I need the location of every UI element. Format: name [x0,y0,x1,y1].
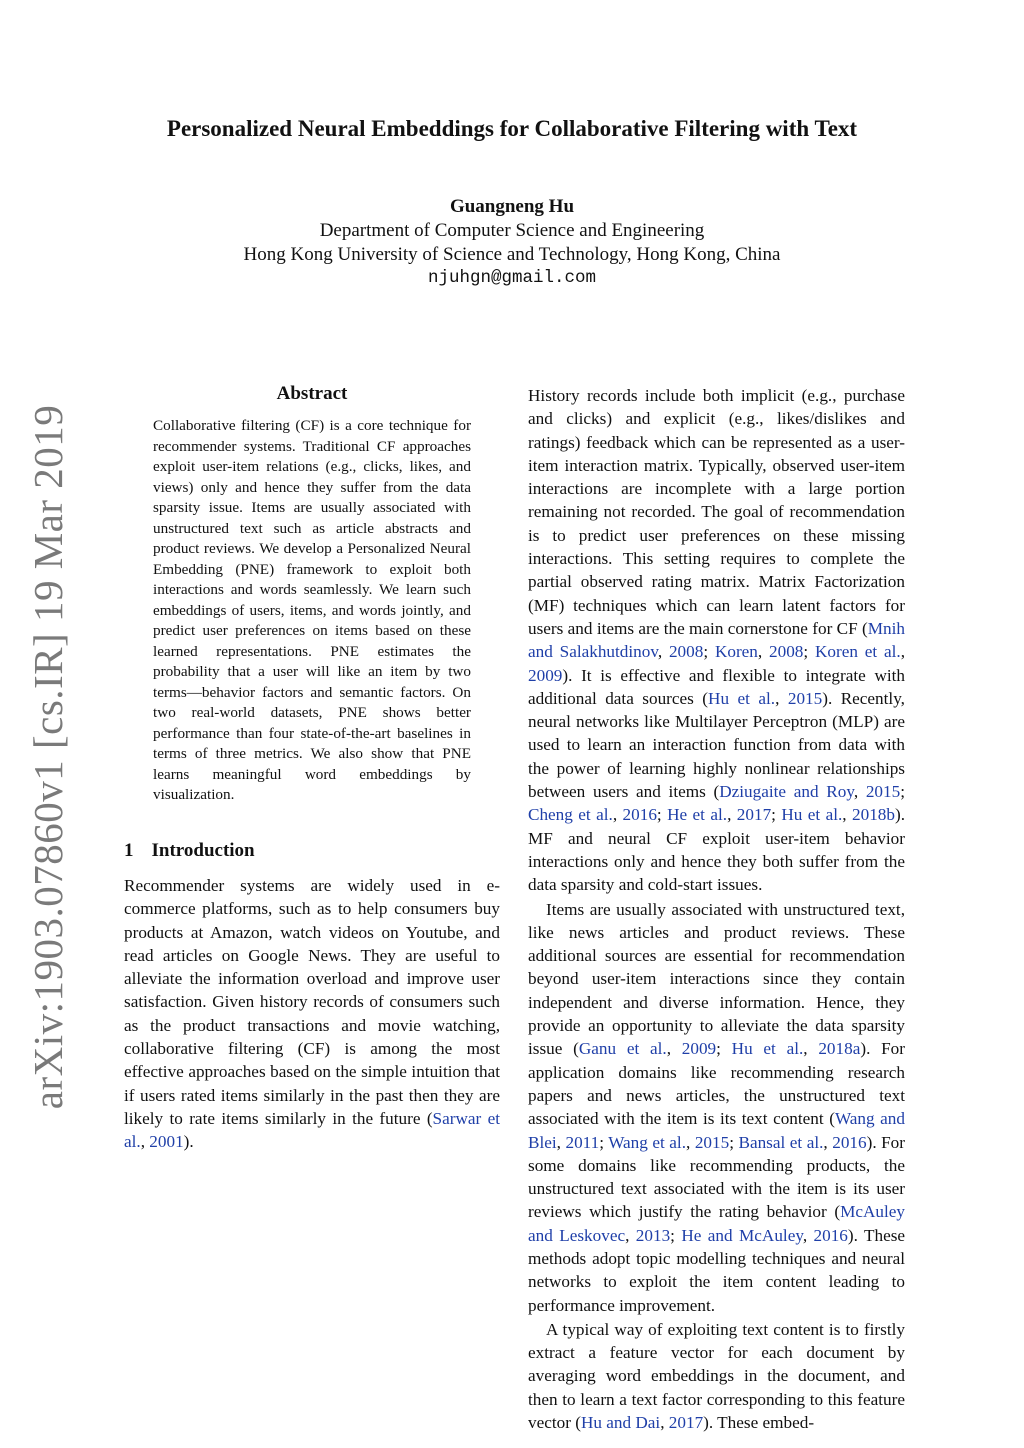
citation-link[interactable]: 2016 [622,805,657,825]
section-number: 1 [124,840,134,861]
citation-link[interactable]: Ganu et al. [578,1039,667,1059]
intro-paragraph-3: Items are usually associated with unstructured text, like news articles and product reviews. These additional sources are essential for recommendation beyond user-item interactions since they contain independent and diverse information. Hence, they provide an opportunity to alleviate the data sparsity issue (Ganu et al., 2009; Hu et al., 2018a). For application domains like recommending research papers and news articles, the unstructured text associated with the item is its text content (Wang and Blei, 2011; Wang et al., 2015; Bansal et al., 2016). For some domains like recommending products, the unstructured text associated with the item is its user reviews which justify the rating behavior (McAuley and Leskovec, 2013; He and McAuley, 2016). These methods adopt topic modelling techniques and neural networks to exploit the item content leading to performance improvement. [528,899,906,1315]
citation-link[interactable]: Hu et al. [708,688,776,708]
citation-link[interactable]: McAuley and Leskovec [528,1202,905,1245]
citation-link[interactable]: 2001 [149,1132,184,1152]
citation-link[interactable]: 2016 [813,1225,848,1245]
citation-link[interactable]: He et al. [667,805,728,825]
abstract-heading: Abstract [276,383,348,404]
citation-link[interactable]: Hu et al. [731,1039,804,1059]
paper-title: Personalized Neural Embeddings for Collaborative Filtering with Text [166,116,858,141]
citation-link[interactable]: Koren et al. [815,642,901,662]
citation-link[interactable]: 2011 [565,1132,600,1152]
citation-link[interactable]: 2008 [668,642,704,662]
citation-link[interactable]: 2013 [635,1225,671,1245]
citation-link[interactable]: 2009 [681,1039,717,1059]
citation-link[interactable]: 2016 [832,1132,867,1152]
citation-link[interactable]: 2015 [787,688,823,708]
citation-link[interactable]: Hu et al. [781,805,843,825]
citation-link[interactable]: 2015 [865,782,901,802]
right-column [528,384,905,1434]
citation-link[interactable]: Cheng et al. [528,805,613,825]
intro-paragraph-4: A typical way of exploiting text content is to firstly extract a feature vector for each document by averaging word embeddings in the document, and then to learn a text factor corresponding to this feature vector (Hu and Dai, 2017). These embed- [528,1319,905,1433]
citation-link[interactable]: 2009 [528,665,563,685]
citation-link[interactable]: 2015 [694,1132,730,1152]
citation-link[interactable]: Koren [714,642,758,662]
citation-link[interactable]: 2017 [668,1413,704,1433]
citation-link[interactable]: Hu and Dai [580,1413,661,1433]
left-column [124,874,500,1154]
citation-link[interactable]: Dziugaite and Roy [719,782,854,802]
section-heading-introduction [124,840,255,862]
citation-link[interactable]: Mnih and Salakhutdinov [528,618,905,662]
citation-link[interactable]: 2008 [769,642,804,662]
intro-paragraph-2-continued: History records include both implicit (e.g., purchase and clicks) and explicit (e.g., likes/dislikes and ratings) feedback which can be represented as a user-item interaction matrix. Typically, observed user-item interactions are incomplete with a large portion remaining not recorded. The goal of recommendation is to predict user preferences on these missing interactions. This setting requires to complete the partial observed rating matrix. Matrix Factorization (MF) techniques which can learn latent factors for users and items are the main cornerstone for CF (Mnih and Salakhutdinov, 2008; Koren, 2008; Koren et al., 2009). It is effective and flexible to integrate with additional data sources (Hu et al., 2015). Recently, neural networks like Multilayer Perceptron (MLP) are used to learn an interaction function from data with the power of learning highly nonlinear relationships between users and items (Dziugaite and Roy, 2015; Cheng et al., 2016; He et al., 2017; Hu et al., 2018b). MF and neural CF exploit user-item behavior interactions only and hence they both suffer from the data sparsity and cold-start issues. [528,386,906,895]
author-name: Guangneng Hu [449,196,575,217]
author-affiliation: Hong Kong University of Science and Technology, Hong Kong, China [243,244,781,265]
citation-link[interactable]: 2017 [736,805,772,825]
intro-paragraph-1: Recommender systems are widely used in e-commerce platforms, such as to help consumers buy products at Amazon, watch videos on Youtube, and read articles on Google News. They are useful to alleviate the information overload and improve user satisfaction. Given history records of consumers such as the product transactions and movie watching, collaborative filtering (CF) is among the most effective approaches based on the simple intuition that if users rated items similarly in the past then they are likely to rate items similarly in the future (Sarwar et al., 2001). [124,876,500,1152]
section-title: Introduction [151,840,255,861]
arxiv-identifier: arXiv:1903.07860v1 [cs.IR] 19 Mar 2019 [25,404,71,1110]
author-email[interactable]: njuhgn@gmail.com [427,268,597,288]
citation-link[interactable]: Sarwar et al. [124,1108,500,1152]
citation-link[interactable]: 2018b [852,805,895,825]
citation-link[interactable]: Bansal et al. [738,1132,824,1152]
abstract-text: Collaborative filtering (CF) is a core technique for recommender systems. Traditional CF approaches exploit user-item relations (e.g., clicks, likes, and views) only and hence they suffer from the data sparsity issue. Items are usually associated with unstructured text such as article abstracts and product reviews. We develop a Personalized Neural Embedding (PNE) framework to exploit both interactions and words seamlessly. We learn such embeddings of users, items, and words jointly, and predict user preferences on items based on these learned representations. PNE estimates the probability that a user will like an item by two terms—behavior factors and semantic factors. On two real-world datasets, PNE shows better performance than four state-of-the-art baselines in terms of three metrics. We also show that PNE learns meaningful word embeddings by visualization. [153,417,471,803]
citation-link[interactable]: He and McAuley [681,1225,803,1245]
citation-link[interactable]: Wang et al. [608,1132,686,1152]
citation-link[interactable]: 2018a [818,1039,861,1059]
author-department: Department of Computer Science and Engineering [319,220,705,241]
citation-link[interactable]: Wang and Blei [528,1109,905,1152]
